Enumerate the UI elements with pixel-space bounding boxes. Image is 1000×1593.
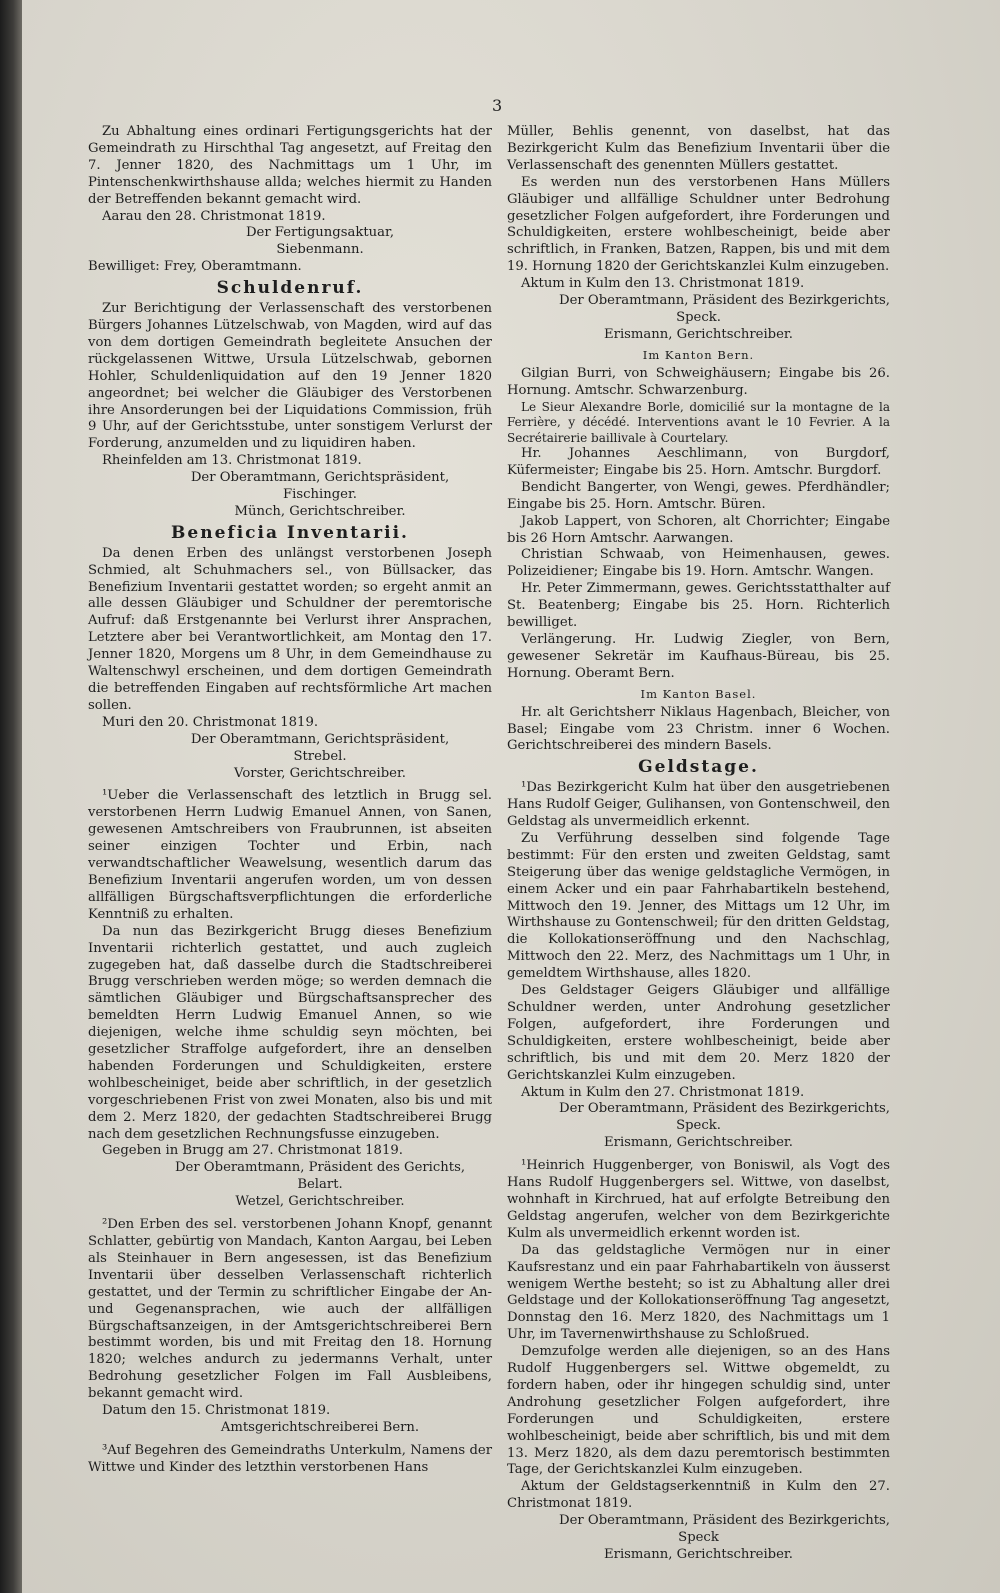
document-page <box>22 0 1000 1593</box>
paragraph: Es werden nun des verstorbenen Hans Müllers Gläubiger und allfällige Schuldner unter Bedrohung gesetzlicher Folgen aufgefordert, ihre Forderungen und Schuldigkeiten, erstere wohlbescheinigt, beide aber schriftlich, in Franken, Batzen, Rappen, bis und mit dem 19. Hornung 1820 der Gerichtskanzlei Kulm einzugeben. <box>507 174 890 275</box>
paragraph: ¹Ueber die Verlassenschaft des letztlich in Brugg sel. verstorbenen Herrn Ludwig Emanuel Annen, von Sanen, gewesenen Amtschreibers von Fraubrunnen, ist abseiten seiner einzigen Tochter und Erbin, nach verwandtschaftlicher Weawelsung, wesentlich darum das Benefizium Inventarii angerufen worden, um von dessen allfälligen Bürgschaftsverpflichtungen die erforderliche Kenntniß zu erhalten. <box>88 788 492 922</box>
signature: Der Oberamtmann, Gerichtspräsident, <box>190 470 450 486</box>
signature: Vorster, Gerichtschreiber. <box>234 765 406 781</box>
paragraph: ³Auf Begehren des Gemeindraths Unterkulm, Namens der Wittwe und Kinder des letzthin verstorbenen Hans <box>88 1442 492 1475</box>
date-line: Datum den 15. Christmonat 1819. <box>102 1403 331 1419</box>
paragraph: Des Geldstager Geigers Gläubiger und allfällige Schuldner werden, unter Androhung gesetzlicher Folgen, aufgefordert, ihre Forderungen und Schuldigkeiten, erstere wohlbescheinigt, beide aber schriftlich, bis und mit dem 20. Merz 1820 der Gerichtskanzlei Kulm einzugeben. <box>507 983 890 1083</box>
list-item: Hr. Johannes Aeschlimann, von Burgdorf, Küfermeister; Eingabe bis 25. Horn. Amtschr. Burgdorf. <box>507 446 890 478</box>
subsection-heading: Im Kanton Basel. <box>640 686 757 701</box>
list-item: Le Sieur Alexandre Borle, domicilié sur la montagne de la Ferrière, y décédé. Interventions avant le 10 Fevrier. A la Secrétairerie baillivale à Courtelary. <box>507 399 890 445</box>
page-number: 3 <box>492 96 503 115</box>
paragraph: ²Den Erben des sel. verstorbenen Johann Knopf, genannt Schlatter, gebürtig von Mandach, Kanton Aargau, bei Leben als Steinhauer in Bern angesessen, ist das Benefizium Inventarii über desselben Verlassenschaft richterlich gestattet, und der Termin zu schriftlicher Eingabe der An- und Gegenansprachen, wie auch der allfälligen Bürgschaftsanzeigen, in der Amtsgerichtschreiberei Bern bestimmt worden, bis und mit Freitag den 18. Hornung 1820; welches andurch zu jedermanns Verhalt, unter Bedrohung gesetzlicher Folgen im Fall Ausbleibens, bekannt gemacht wird. <box>88 1217 492 1402</box>
signature: Der Fertigungsaktuar, <box>245 225 395 241</box>
signature: Siebenmann. <box>276 242 364 258</box>
list-item: Hr. Peter Zimmermann, gewes. Gerichtsstatthalter auf St. Beatenberg; Eingabe bis 25. Horn. Richterlich bewilliget. <box>507 581 890 631</box>
section-heading: Geldstage. <box>638 757 759 778</box>
date-line: Muri den 20. Christmonat 1819. <box>102 714 319 730</box>
date-line: Aktum in Kulm den 27. Christmonat 1819. <box>521 1084 805 1100</box>
signature: Der Oberamtmann, Präsident des Bezirkgerichts, <box>559 293 890 309</box>
paragraph: Da nun das Bezirkgericht Brugg dieses Benefizium Inventarii richterlich gestattet, und auch zugleich zugegeben hat, daß dasselbe durch die Stadtschreiberei Brugg verschrieben werden möge; so werden demnach die sämtlichen Gläubiger und Bürgschaftsansprecher des bemeldten Herrn Ludwig Emanuel Annen, so wie diejenigen, welche ihme schuldig seyn möchten, bei gesetzlicher Straffolge aufgefordert, ihre an denselben habenden Forderungen und Schuldigkeiten, erstere wohlbescheiniget, beide aber schriftlich, in der gesetzlich vorgeschriebenen Frist von zwei Monaten, also bis und mit dem 2. Merz 1820, der gedachten Stadtschreiberei Brugg nach dem gesetzlichen Rechnungsfusse einzugeben. <box>88 923 492 1142</box>
paragraph: Demzufolge werden alle diejenigen, so an des Hans Rudolf Huggenbergers sel. Wittwe obgemeldt, zu fordern haben, oder ihr hingegen schuldig sind, unter Androhung gesetzlicher Folgen aufgefordert, ihre Forderungen und Schuldigkeiten, erstere wohlbescheinigt, beide aber schriftlich, bis und mit dem 13. Merz 1820, als dem dazu peremtorisch bestimmten Tage, der Gerichtskanzlei Kulm einzugeben. <box>507 1344 890 1478</box>
date-line: Gegeben in Brugg am 27. Christmonat 1819. <box>102 1143 403 1159</box>
list-item: Hr. alt Gerichtsherr Niklaus Hagenbach, Bleicher, von Basel; Eingabe vom 23 Christm. inner 6 Wochen. Gerichtschreiberei des mindern Basels. <box>507 704 890 754</box>
date-line: Aarau den 28. Christmonat 1819. <box>102 208 326 224</box>
signature: Strebel. <box>293 748 347 764</box>
signature: Münch, Gerichtschreiber. <box>234 503 406 519</box>
section-heading: Schuldenruf. <box>216 278 364 299</box>
signature: Erismann, Gerichtschreiber. <box>604 326 793 342</box>
paragraph: ¹Heinrich Huggenberger, von Boniswil, als Vogt des Hans Rudolf Huggenbergers sel. Wittwe, von daselbst, wohnhaft in Kirchrued, hat auf erfolgte Betreibung den Geldstag angerufen, welcher von dem Bezirkgerichte Kulm als unvermeidlich erkennt worden ist. <box>507 1158 890 1241</box>
section-heading: Beneficia Inventarii. <box>171 522 409 543</box>
signature: Der Oberamtmann, Präsident des Bezirkgerichts, <box>559 1101 890 1117</box>
list-item: Gilgian Burri, von Schweighäusern; Eingabe bis 26. Hornung. Amtschr. Schwarzenburg. <box>507 365 890 398</box>
date-line: Aktum in Kulm den 13. Christmonat 1819. <box>521 276 805 292</box>
signature: Der Oberamtmann, Gerichtspräsident, <box>190 731 450 747</box>
left-column <box>88 124 492 1477</box>
paragraph: Da denen Erben des unlängst verstorbenen Joseph Schmied, alt Schuhmachers sel., von Büllsacker, das Benefizium Inventarii gestattet worden; so ergeht anmit an alle dessen Gläubiger und Schuldner der peremtorische Aufruf: daß Erstgenannte bei Verlurst ihrer Ansprachen, Letztere aber bei Verantwortlichkeit, am Montag den 17. Jenner 1820, Morgens um 8 Uhr, in dem Gemeindhause zu Waltenschwyl erscheinen, und dem dortigen Gemeindrath die betreffenden Eingaben auf rechtsförmliche Art machen sollen. <box>88 545 492 713</box>
signature: Speck <box>678 1530 719 1546</box>
paragraph: Müller, Behlis genennt, von daselbst, hat das Bezirkgericht Kulm das Benefizium Inventarii über die Verlassenschaft des genennten Müllers gestattet. <box>507 124 890 173</box>
list-item: Jakob Lappert, von Schoren, alt Chorrichter; Eingabe bis 26 Horn Amtschr. Aarwangen. <box>507 513 890 546</box>
binding-edge <box>0 0 22 1593</box>
signature: Fischinger. <box>282 487 358 503</box>
signature: Belart. <box>297 1177 343 1193</box>
approval-line: Bewilliget: Frey, Oberamtmann. <box>88 259 302 275</box>
subsection-heading: Im Kanton Bern. <box>642 347 755 362</box>
date-line: Aktum der Geldstagserkenntniß in Kulm den 27. Christmonat 1819. <box>507 1479 890 1512</box>
signature: Erismann, Gerichtschreiber. <box>604 1135 793 1151</box>
date-line: Rheinfelden am 13. Christmonat 1819. <box>102 453 362 469</box>
paragraph: Da das geldstagliche Vermögen nur in einer Kaufsrestanz und ein paar Fahrhabartikeln von äusserst wenigem Werthe besteht; so ist zu Abhaltung aller drei Geldstage und der Kollokationseröffnung Tag angesetzt, Donnstag den 16. Merz 1820, des Nachmittags um 1 Uhr, im Tavernenwirthshause zu Schloßrued. <box>507 1242 890 1343</box>
signature: Der Oberamtmann, Präsident des Gerichts, <box>174 1160 466 1176</box>
signature: Erismann, Gerichtschreiber. <box>604 1547 793 1562</box>
signature: Speck. <box>676 309 721 325</box>
signature: Wetzel, Gerichtschreiber. <box>235 1194 405 1210</box>
list-item: Christian Schwaab, von Heimenhausen, gewes. Polizeidiener; Eingabe bis 19. Horn. Amtschr. Wangen. <box>507 547 890 580</box>
signature: Der Oberamtmann, Präsident des Bezirkgerichts, <box>559 1513 890 1529</box>
list-item: Bendicht Bangerter, von Wengi, gewes. Pferdhändler; Eingabe bis 25. Horn. Amtschr. Büren. <box>507 479 890 512</box>
signature: Speck. <box>676 1118 721 1134</box>
paragraph: Zur Berichtigung der Verlassenschaft des verstorbenen Bürgers Johannes Lützelschwab, von Magden, wird auf das von dem dortigen Gemeindrath begleitete Ansuchen der rückgelassenen Wittwe, Ursula Lützelschwab, gebornen Hohler, Schuldenliquidation auf den 19 Jenner 1820 angeordnet; bei welcher die Gläubiger des Verstorbenen ihre Ansorderungen bei der Liquidations Commission, früh 9 Uhr, auf der Gerichtsstube, unter sonstigem Verlurst der Forderung, anzumelden und zu liquidiren haben. <box>88 301 492 452</box>
paragraph: ¹Das Bezirkgericht Kulm hat über den ausgetriebenen Hans Rudolf Geiger, Gulihansen, von Gontenschweil, den Geldstag als unvermeidlich erkennt. <box>507 780 890 830</box>
signature: Amtsgerichtschreiberei Bern. <box>220 1419 420 1435</box>
paragraph: Zu Verführung desselben sind folgende Tage bestimmt: Für den ersten und zweiten Geldstag, samt Steigerung über das wenige geldstagliche Vermögen, in einem Acker und ein paar Fahrhabartikeln bestehend, Mittwoch den 19. Jenner, des Mittags um 12 Uhr, im Wirthshause zu Gontenschweil; für den dritten Geldstag, die Kollokationseröffnung und den Nachschlag, Mittwoch den 22. Merz, des Nachmittags um 1 Uhr, in gemeldtem Wirthshause, alles 1820. <box>507 830 890 982</box>
list-item: Verlängerung. Hr. Ludwig Ziegler, von Bern, gewesener Sekretär im Kaufhaus-Büreau, bis 25. Hornung. Oberamt Bern. <box>507 631 890 681</box>
paragraph: Zu Abhaltung eines ordinari Fertigungsgerichts hat der Gemeindrath zu Hirschthal Tag angesetzt, auf Freitag den 7. Jenner 1820, des Nachmittags um 1 Uhr, im Pintenschenkwirthshause allda; welches hiermit zu Handen der Betreffenden bekannt gemacht wird. <box>88 124 492 207</box>
right-column <box>507 124 890 1564</box>
